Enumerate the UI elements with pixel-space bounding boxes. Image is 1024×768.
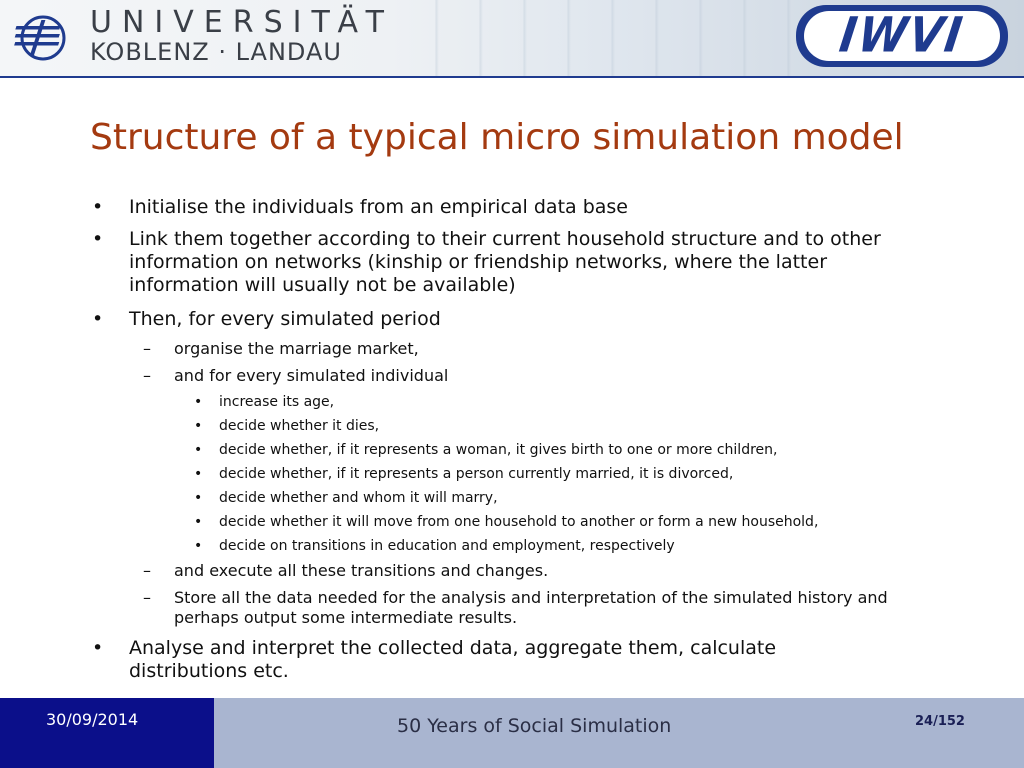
list-item-text: decide on transitions in education and employment, respectively bbox=[219, 538, 675, 554]
list-item bbox=[194, 489, 999, 507]
footer-presentation-title: 50 Years of Social Simulation bbox=[397, 715, 672, 737]
list-item bbox=[143, 366, 934, 386]
list-item-text: Then, for every simulated period bbox=[129, 308, 441, 330]
bullet-marker: • bbox=[194, 418, 203, 434]
bullet-marker: • bbox=[194, 514, 203, 530]
list-item bbox=[194, 465, 999, 483]
list-item bbox=[194, 417, 979, 435]
iwvi-logo-inner bbox=[804, 7, 1000, 64]
bullet-marker: • bbox=[92, 308, 104, 330]
dash-marker: – bbox=[143, 366, 151, 385]
list-item bbox=[92, 196, 929, 219]
iwvi-logo-text: IWVI bbox=[836, 7, 968, 64]
list-item-text: decide whether and whom it will marry, bbox=[219, 490, 498, 506]
university-name-line2: KOBLENZ · LANDAU bbox=[90, 38, 342, 66]
list-item bbox=[143, 561, 934, 581]
dash-marker: – bbox=[143, 561, 151, 580]
footer-date: 30/09/2014 bbox=[46, 710, 139, 729]
list-item-text: decide whether, if it represents a woman, it gives birth to one or more children, bbox=[219, 442, 778, 458]
header-rule bbox=[0, 76, 1024, 78]
list-item-text: decide whether it will move from one household to another or form a new household, bbox=[219, 514, 819, 530]
list-item-text: increase its age, bbox=[219, 394, 335, 410]
list-item-text: decide whether it dies, bbox=[219, 418, 380, 434]
bullet-marker: • bbox=[92, 196, 104, 218]
footer-page-number: 24/152 bbox=[915, 714, 965, 729]
list-item bbox=[92, 308, 929, 331]
list-item bbox=[194, 537, 999, 555]
list-item bbox=[194, 513, 1019, 531]
bullet-marker: • bbox=[92, 637, 104, 659]
university-logo-icon bbox=[14, 12, 72, 64]
list-item bbox=[194, 441, 999, 459]
list-item bbox=[92, 228, 919, 297]
list-item-text: and for every simulated individual bbox=[174, 366, 449, 385]
slide-title: Structure of a typical micro simulation model bbox=[90, 117, 904, 158]
list-item bbox=[194, 393, 979, 411]
list-item-text: decide whether, if it represents a person currently married, it is divorced, bbox=[219, 466, 734, 482]
list-item-text: organise the marriage market, bbox=[174, 339, 419, 358]
dash-marker: – bbox=[143, 588, 151, 607]
bullet-marker: • bbox=[92, 228, 104, 250]
list-item bbox=[143, 339, 934, 359]
list-item-text: and execute all these transitions and changes. bbox=[174, 561, 549, 580]
slide-header bbox=[0, 0, 1024, 78]
list-item-text: Link them together according to their current household structure and to other information on networks (kinship or friendship networks, where the latter information will usually not be available) bbox=[129, 228, 881, 296]
list-item bbox=[92, 637, 869, 683]
list-item-text: Analyse and interpret the collected data, aggregate them, calculate distributions etc. bbox=[129, 637, 777, 682]
list-item-text: Initialise the individuals from an empirical data base bbox=[129, 196, 628, 218]
bullet-marker: • bbox=[194, 442, 203, 458]
footer-left-block bbox=[0, 698, 214, 768]
bullet-marker: • bbox=[194, 394, 203, 410]
list-item bbox=[143, 588, 914, 628]
header-decoration bbox=[395, 0, 815, 78]
bullet-marker: • bbox=[194, 490, 203, 506]
iwvi-logo bbox=[796, 5, 1008, 67]
bullet-marker: • bbox=[194, 466, 203, 482]
bullet-marker: • bbox=[194, 538, 203, 554]
list-item-text: Store all the data needed for the analysis and interpretation of the simulated history and perhaps output some intermediate results. bbox=[174, 588, 888, 627]
dash-marker: – bbox=[143, 339, 151, 358]
university-name-line1: UNIVERSITÄT bbox=[90, 5, 394, 40]
